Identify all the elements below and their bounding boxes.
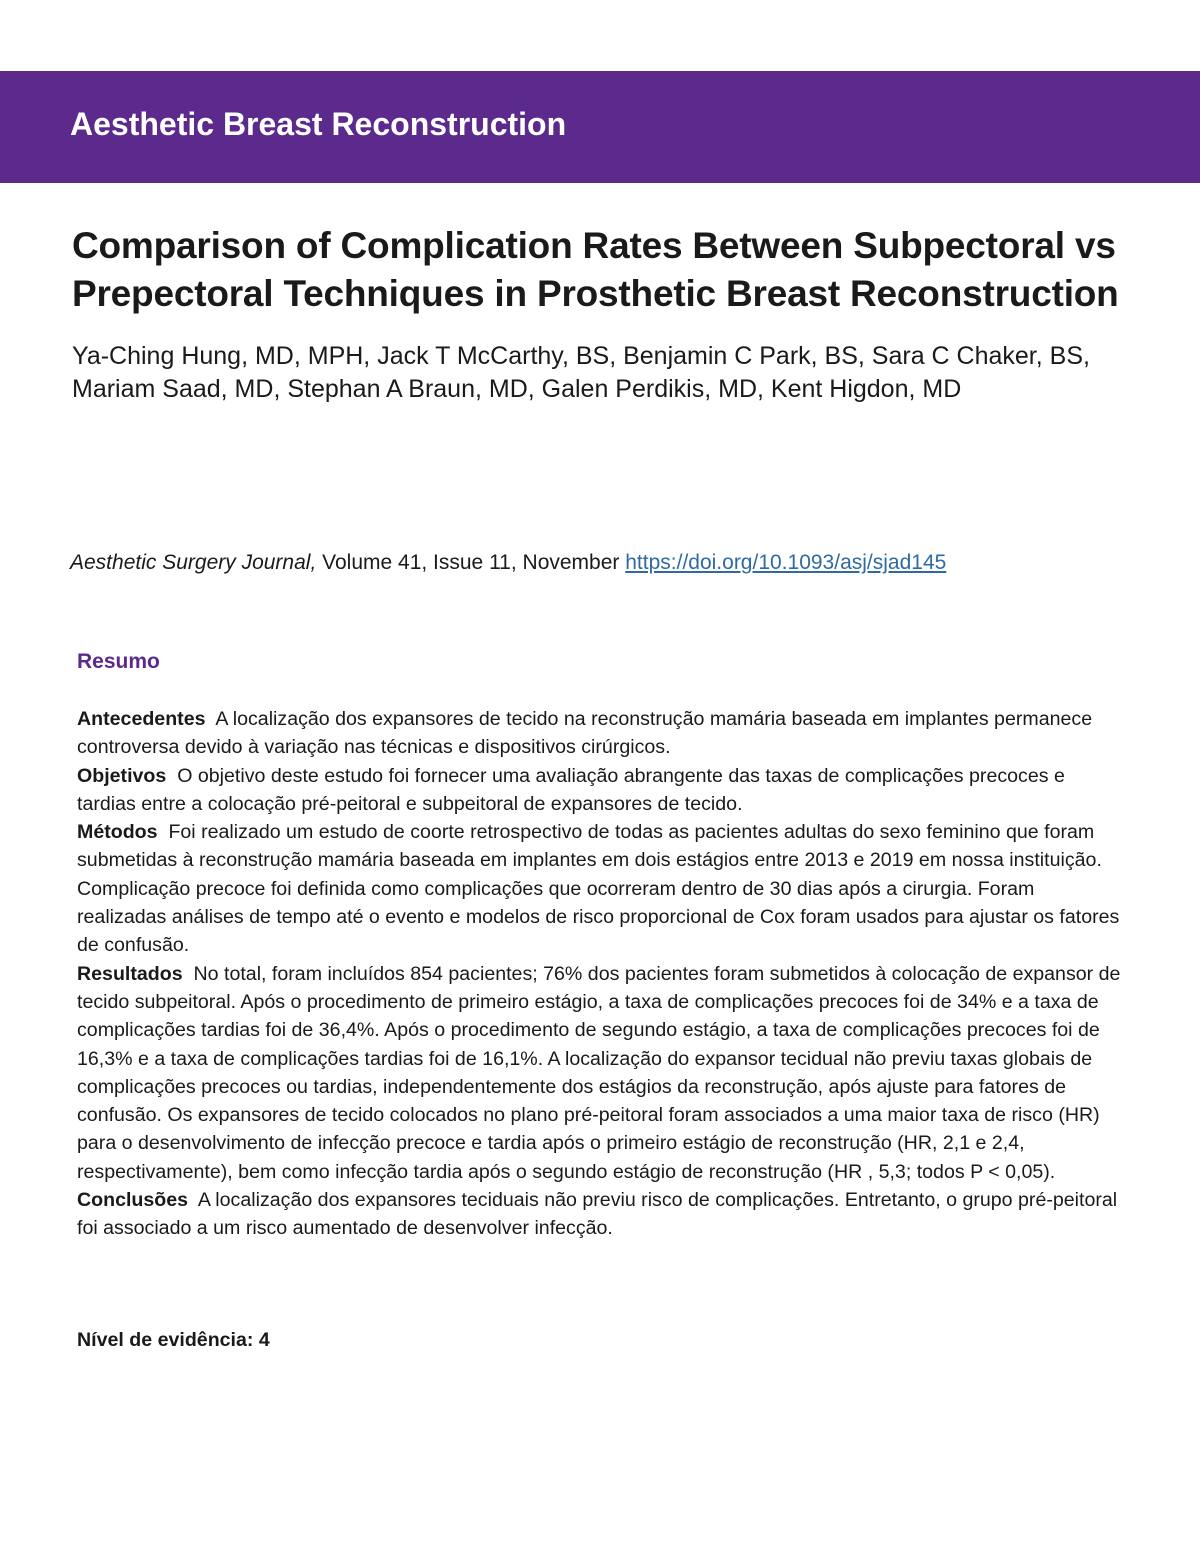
citation-details: Volume 41, Issue 11, November — [316, 551, 626, 574]
section-text: O objetivo deste estudo foi fornecer uma avaliação abrangente das taxas de complicações precoces e tardias entre a colocação pré-peitoral e subpeitoral de expansores de tecido. — [77, 764, 1065, 815]
section-label: Métodos — [77, 821, 158, 844]
article-title: Comparison of Complication Rates Between Subpectoral vs Prepectoral Techniques in Prosthetic Breast Reconstruction — [72, 225, 1119, 314]
section-text: A localização dos expansores de tecido na reconstrução mamária baseada em implantes permanece controversa devido à variação nas técnicas e dispositivos cirúrgicos. — [77, 708, 1093, 759]
abstract-heading: Resumo — [77, 650, 160, 673]
evidence-level: Nível de evidência: 4 — [77, 1329, 270, 1351]
doi-link[interactable]: https://doi.org/10.1093/asj/sjad145 — [625, 551, 947, 574]
author-list: Ya-Ching Hung, MD, MPH, Jack T McCarthy, BS, Benjamin C Park, BS, Sara C Chaker, BS, Mariam Saad, MD, Stephan A Braun, MD, Galen Perdikis, MD, Kent Higdon, MD — [72, 342, 1090, 403]
section-label: Conclusões — [77, 1189, 189, 1212]
section-label: Objetivos — [77, 764, 167, 787]
abstract-section-objectives — [77, 762, 1127, 819]
section-text: No total, foram incluídos 854 pacientes; 76% dos pacientes foram submetidos à colocação de expansor de tecido subpeitoral. Após o procedimento de primeiro estágio, a taxa de complicações precoces foi de 34% e a taxa de complicações tardias foi de 36,4%. Após o procedimento de segundo estágio, a taxa de complicações precoces foi de 16,3% e a taxa de complicações tardias foi de 16,1%. A localização do expansor tecidual não previu taxas globais de complicações precoces ou tardias, independentemente dos estágios da reconstrução, após ajuste para fatores de confusão. Os expansores de tecido colocados no plano pré-peitoral foram associados a uma maior taxa de risco (HR) para o desenvolvimento de infecção precoce e tardia após o primeiro estágio de reconstrução (HR, 2,1 e 2,4, respectivamente), bem como infecção tardia após o segundo estágio de reconstrução (HR , 5,3; todos P < 0,05). — [77, 962, 1121, 1183]
abstract-body — [77, 705, 1127, 1243]
abstract-section-conclusions — [77, 1186, 1127, 1243]
section-text: Foi realizado um estudo de coorte retrospectivo de todas as pacientes adultas do sexo feminino que foram submetidas à reconstrução mamária baseada em implantes em dois estágios entre 2013 e 2019 em nossa instituição. Complicação precoce foi definida como complicações que ocorreram dentro de 30 dias após a cirurgia. Foram realizadas análises de tempo até o evento e modelos de risco proporcional de Cox foram usados para ajustar os fatores de confusão. — [77, 821, 1120, 957]
abstract-section-results — [77, 960, 1127, 1186]
abstract-section-methods — [77, 818, 1127, 959]
journal-name: Aesthetic Surgery Journal, — [70, 551, 317, 574]
citation-line — [70, 549, 1170, 577]
section-title: Aesthetic Breast Reconstruction — [70, 106, 567, 142]
section-label: Resultados — [77, 962, 183, 985]
section-text: A localização dos expansores teciduais não previu risco de complicações. Entretanto, o grupo pré-peitoral foi associado a um risco aumentado de desenvolver infecção. — [77, 1189, 1118, 1240]
section-label: Antecedentes — [77, 708, 206, 730]
abstract-section-background — [77, 705, 1127, 762]
